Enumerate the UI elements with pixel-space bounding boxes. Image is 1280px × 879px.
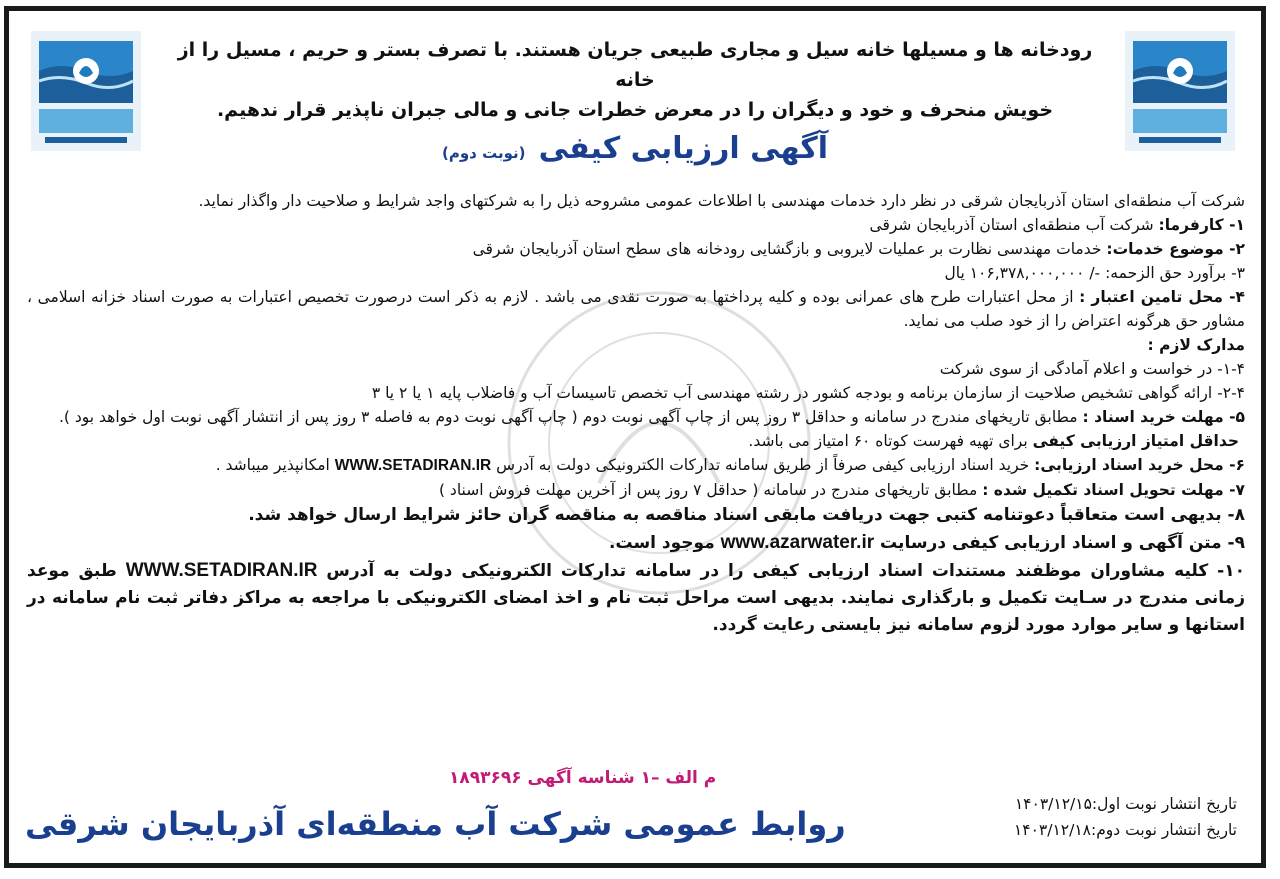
publication-dates	[1014, 791, 1237, 843]
item-delivery-deadline	[27, 478, 1245, 502]
advertisement-page	[4, 6, 1266, 868]
title-subtitle: (نوبت دوم)	[442, 144, 526, 162]
azarwater-link[interactable]: www.azarwater.ir	[720, 532, 875, 553]
item-text: ۱۰- کلیه مشاوران موظفند مستندات اسناد ارزیابی کیفی را در سامانه تدارکات الکترونیکی دولت به آدرس	[317, 561, 1245, 581]
item-minimum-score	[27, 429, 1239, 453]
item-text: امکانپذیر میباشد .	[215, 456, 335, 474]
item-text: ۹- متن آگهی و اسناد ارزیابی کیفی درسایت	[874, 533, 1245, 553]
water-company-logo-icon	[31, 31, 141, 151]
item-invitation: ۸- بدیهی است متعاقباً دعوتنامه کتبی جهت دریافت مابقی اسناد مناقصه به مناقصه گران حائز شرایط ارسال خواهد شد.	[248, 505, 1245, 525]
item-text: موجود است.	[609, 533, 721, 553]
item-fee-estimate: ۳- برآورد حق الزحمه: -/ ۱۰۶,۳۷۸,۰۰۰,۰۰۰ یال	[944, 264, 1245, 282]
item-text: خرید اسناد ارزیابی کیفی صرفاً از طریق سامانه تدارکات الکترونیکی دولت به آدرس	[491, 456, 1035, 474]
item-service-subject	[27, 237, 1245, 261]
item-text: از محل اعتبارات طرح های عمرانی بوده و کلیه پرداختها به صورت نقدی می باشد . لازم به ذکر است درصورت تخصیص اعتبارات به صورت اسناد خزانه اسلامی ، مشاور حق هرگونه اعتراض را از خود صلب می نماید.	[27, 288, 1245, 330]
setadiran-link[interactable]: WWW.SETADIRAN.IR	[125, 560, 318, 581]
item-text: خدمات مهندسی نظارت بر عملیات لایروبی و بازگشایی رودخانه های سطح استان آذربایجان شرقی	[472, 240, 1107, 258]
item-label: ۴- محل تامین اعتبار :	[1079, 288, 1245, 306]
item-upload-instructions	[27, 557, 1245, 639]
warning-line-2: خویش منحرف و خود و دیگران را در معرض خطرات جانی و مالی جبران ناپذیر قرار ندهیم.	[216, 99, 1054, 121]
item-text: برای تهیه فهرست کوتاه ۶۰ امتیاز می باشد.	[748, 432, 1033, 450]
item-website	[27, 529, 1245, 557]
item-purchase-location	[27, 453, 1245, 478]
document-item-1: ۱-۴- در خواست و اعلام آمادگی از سوی شرکت	[939, 360, 1245, 378]
item-text: مطابق تاریخهای مندرج در سامانه ( حداقل ۷ روز پس از آخرین مهلت فروش اسناد )	[438, 481, 983, 499]
intro-paragraph: شرکت آب منطقه‌ای استان آذربایجان شرقی در نظر دارد خدمات مهندسی با اطلاعات عمومی مشروحه ذیل را به شرکتهای واجد شرایط و صلاحیت دار واگذار نماید.	[198, 192, 1245, 210]
footer-signature	[25, 805, 846, 843]
item-text: مطابق تاریخهای مندرج در سامانه و حداقل ۳ روز پس از چاپ آگهی نوبت دوم ( چاپ آگهی نوبت دوم به فاصله ۳ روز پس از انتشار آگهی نوبت اول خواهد بود ).	[58, 408, 1083, 426]
page-title	[159, 131, 1111, 166]
item-label: حداقل امتیاز ارزیابی کیفی	[1032, 432, 1239, 450]
title-text: آگهی ارزیابی کیفی	[538, 131, 828, 166]
advertisement-body	[27, 189, 1245, 639]
item-funding-source	[27, 285, 1245, 333]
second-publication-date: تاریخ انتشار نوبت دوم:۱۴۰۳/۱۲/۱۸	[1013, 821, 1237, 839]
public-relations-signature: روابط عمومی شرکت آب منطقه‌ای آذربایجان شرقی	[25, 805, 846, 843]
item-label: ۱- کارفرما:	[1158, 216, 1245, 234]
warning-line-1: رودخانه ها و مسیلها خانه سیل و مجاری طبیعی جریان هستند. با تصرف بستر و حریم ، مسیل را از خانه	[177, 39, 1093, 91]
item-label: ۵- مهلت خرید اسناد :	[1082, 408, 1245, 426]
item-purchase-deadline	[27, 405, 1245, 429]
ad-identifier: م الف –۱ شناسه آگهی ۱۸۹۳۶۹۶	[449, 768, 717, 788]
item-text: طبق موعد زمانی مندرج در سـایت تکمیل و بارگذاری نمایند. بدیهی است مراحل ثبت نام و اخذ امضای الکترونیکی با مراجعه به مراکز دفاتر ثبت نام سامانه در استانها و سایر موارد مورد لزوم سامانه نیز بایستی رعایت گردد.	[27, 561, 1245, 635]
item-label: ۷- مهلت تحویل اسناد تکمیل شده :	[982, 481, 1245, 499]
setadiran-link[interactable]: WWW.SETADIRAN.IR	[334, 457, 492, 474]
item-label: ۲- موضوع خدمات:	[1106, 240, 1245, 258]
item-employer	[27, 213, 1245, 237]
document-item-2: ۲-۴- ارائه گواهی تشخیص صلاحیت از سازمان برنامه و بودجه کشور در رشته مهندسی آب تخصص تاسیسات آب و فاضلاب پایه ۱ یا ۲ یا ۳	[371, 384, 1245, 402]
item-text: شرکت آب منطقه‌ای استان آذربایجان شرقی	[869, 216, 1159, 234]
required-documents-heading: مدارک لازم :	[1147, 336, 1245, 354]
header	[159, 35, 1111, 166]
first-publication-date: تاریخ انتشار نوبت اول:۱۴۰۳/۱۲/۱۵	[1014, 795, 1237, 813]
water-company-logo-icon	[1125, 31, 1235, 151]
item-label: ۶- محل خرید اسناد ارزیابی:	[1034, 456, 1245, 474]
